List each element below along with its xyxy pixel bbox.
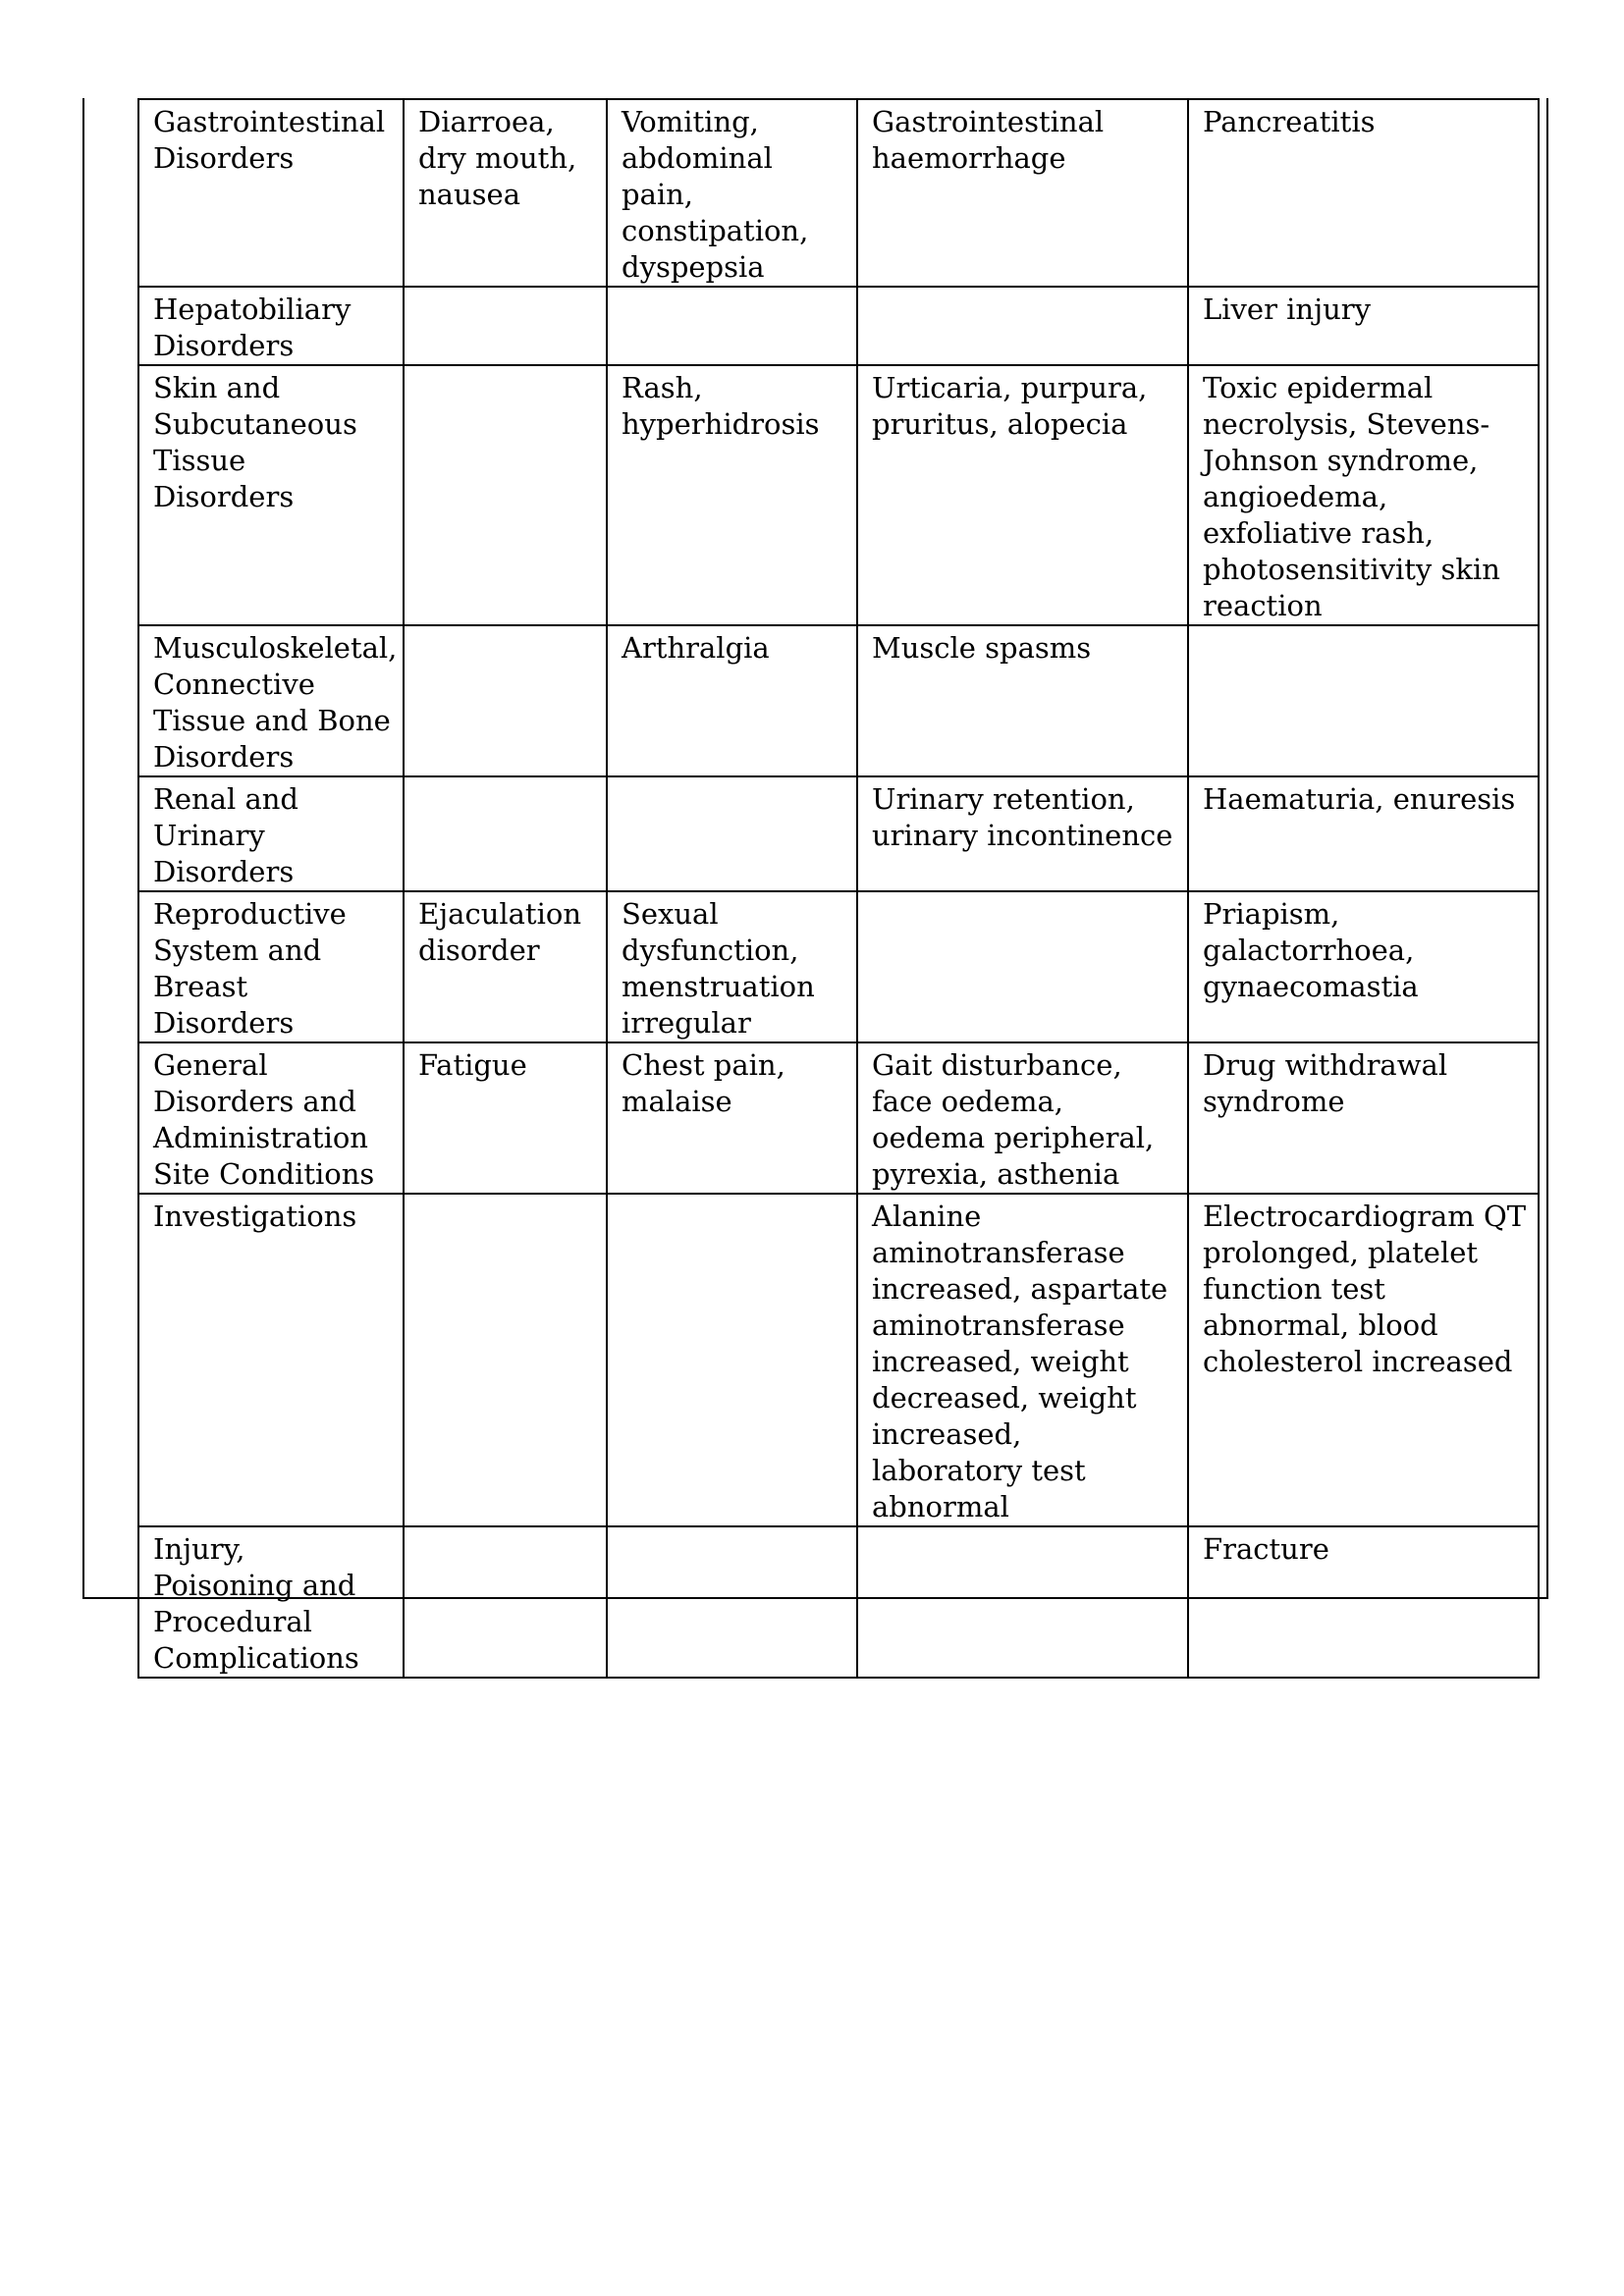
table-row bbox=[138, 1194, 1539, 1526]
table-row bbox=[138, 365, 1539, 625]
soc-cell: Gastrointestinal Disorders bbox=[138, 99, 404, 287]
soc-cell: Reproductive System and Breast Disorders bbox=[138, 891, 404, 1042]
table-row bbox=[138, 1526, 1539, 1678]
table-cell: Gait disturbance, face oedema, oedema peripheral, pyrexia, asthenia bbox=[857, 1042, 1188, 1194]
table-cell: Ejaculation disorder bbox=[404, 891, 607, 1042]
table-cell: Arthralgia bbox=[607, 625, 857, 776]
table-row bbox=[138, 625, 1539, 776]
table-cell: Gastrointestinal haemorrhage bbox=[857, 99, 1188, 287]
table-row bbox=[138, 891, 1539, 1042]
soc-cell: Investigations bbox=[138, 1194, 404, 1526]
table-cell bbox=[404, 287, 607, 365]
table-cell: Fracture bbox=[1188, 1526, 1539, 1678]
table-cell bbox=[404, 1526, 607, 1678]
table-cell: Rash, hyperhidrosis bbox=[607, 365, 857, 625]
table-cell: Haematuria, enuresis bbox=[1188, 776, 1539, 891]
table-cell: Pancreatitis bbox=[1188, 99, 1539, 287]
table-cell bbox=[607, 1194, 857, 1526]
table-row bbox=[138, 776, 1539, 891]
table-cell: Chest pain, malaise bbox=[607, 1042, 857, 1194]
table-cell bbox=[1188, 625, 1539, 776]
table-cell: Liver injury bbox=[1188, 287, 1539, 365]
table-cell: Fatigue bbox=[404, 1042, 607, 1194]
soc-cell: Renal and Urinary Disorders bbox=[138, 776, 404, 891]
table-row bbox=[138, 1042, 1539, 1194]
table-cell bbox=[404, 365, 607, 625]
table-cell: Vomiting, abdominal pain, constipation, dyspepsia bbox=[607, 99, 857, 287]
table-cell bbox=[857, 891, 1188, 1042]
table-cell bbox=[607, 776, 857, 891]
table-row bbox=[138, 287, 1539, 365]
table-cell bbox=[607, 1526, 857, 1678]
table-cell bbox=[857, 1526, 1188, 1678]
table-cell bbox=[404, 1194, 607, 1526]
table-cell bbox=[607, 287, 857, 365]
table-cell: Drug withdrawal syndrome bbox=[1188, 1042, 1539, 1194]
table-cell: Electrocardiogram QT prolonged, platelet function test abnormal, blood cholesterol increased bbox=[1188, 1194, 1539, 1526]
table-cell: Diarroea, dry mouth, nausea bbox=[404, 99, 607, 287]
table-cell bbox=[857, 287, 1188, 365]
table-cell: Toxic epidermal necrolysis, Stevens-Johnson syndrome, angioedema, exfoliative rash, photosensitivity skin reaction bbox=[1188, 365, 1539, 625]
table-cell: Urticaria, purpura, pruritus, alopecia bbox=[857, 365, 1188, 625]
table-cell: Sexual dysfunction, menstruation irregular bbox=[607, 891, 857, 1042]
soc-cell: Injury, Poisoning and Procedural Complications bbox=[138, 1526, 404, 1678]
adverse-reactions-table bbox=[137, 98, 1540, 1679]
table-cell bbox=[404, 776, 607, 891]
table-cell: Priapism, galactorrhoea, gynaecomastia bbox=[1188, 891, 1539, 1042]
table-cell: Alanine aminotransferase increased, aspartate aminotransferase increased, weight decreased, weight increased, laboratory test abnormal bbox=[857, 1194, 1188, 1526]
table-cell: Urinary retention, urinary incontinence bbox=[857, 776, 1188, 891]
soc-cell: Hepatobiliary Disorders bbox=[138, 287, 404, 365]
table-cell bbox=[404, 625, 607, 776]
soc-cell: General Disorders and Administration Site Conditions bbox=[138, 1042, 404, 1194]
soc-cell: Skin and Subcutaneous Tissue Disorders bbox=[138, 365, 404, 625]
table-cell: Muscle spasms bbox=[857, 625, 1188, 776]
soc-cell: Musculoskeletal, Connective Tissue and Bone Disorders bbox=[138, 625, 404, 776]
table-row bbox=[138, 99, 1539, 287]
